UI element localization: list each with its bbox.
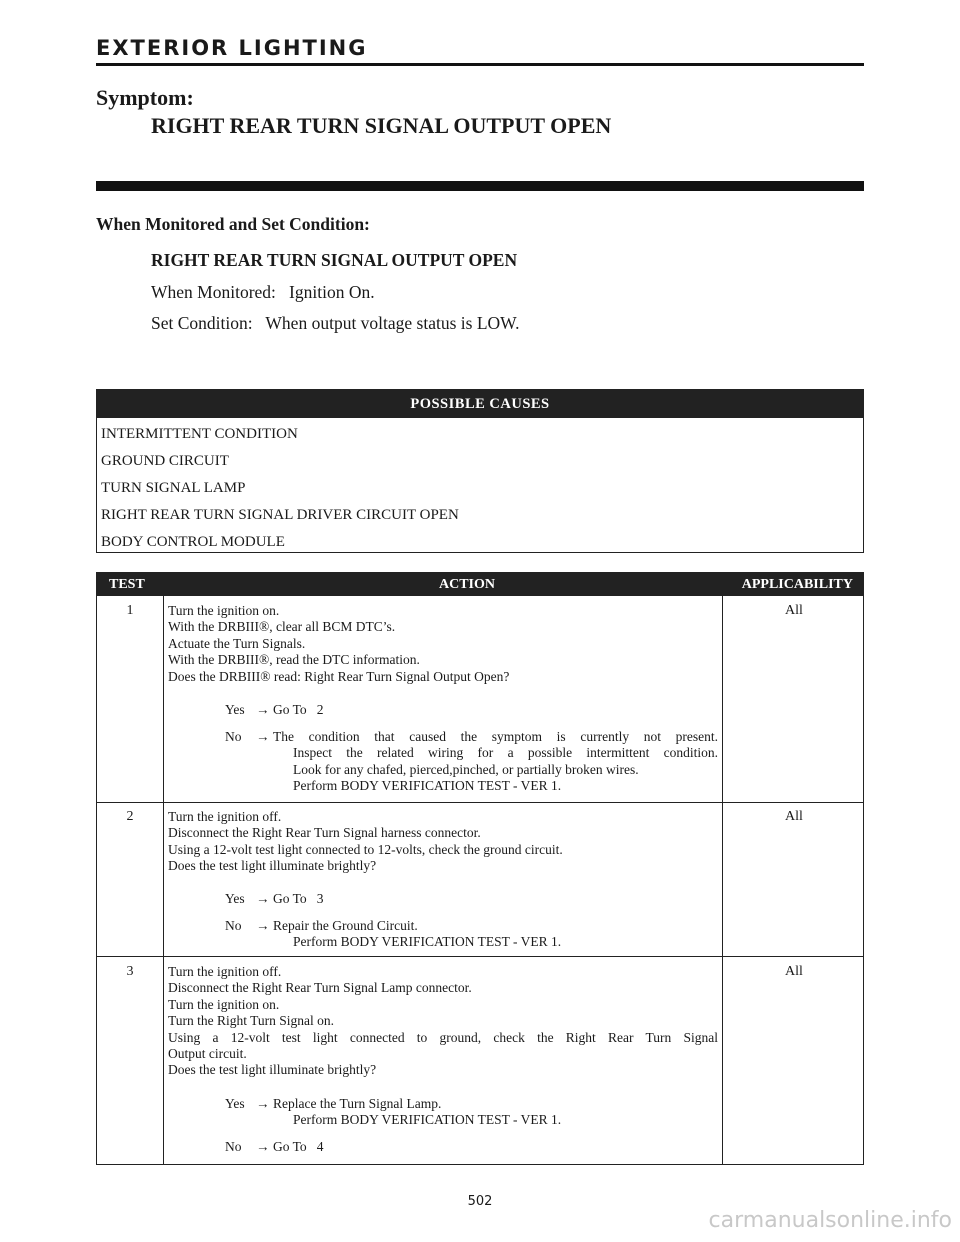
arrow-icon: → [256,702,270,717]
when-monitored: When Monitored: Ignition On. [151,282,375,302]
test-number: 2 [126,809,134,824]
action-line: Output circuit. [168,1046,247,1062]
monitor-dtc: RIGHT REAR TURN SIGNAL OUTPUT OPEN [151,250,518,270]
no-label: No [225,918,242,933]
result-line: Replace the Turn Signal Lamp. [273,1096,442,1111]
cause-item: GROUND CIRCUIT [101,453,229,469]
action-line: Turn the ignition off. [168,964,282,979]
row-divider [97,956,863,957]
yes-result: Go To 3 [273,891,324,906]
result-line: Perform BODY VERIFICATION TEST - VER 1. [293,1112,562,1128]
action-line: Disconnect the Right Rear Turn Signal Lamp connector. [168,980,472,996]
cause-item: INTERMITTENT CONDITION [101,426,298,442]
test-action [168,809,718,875]
result-line: Perform BODY VERIFICATION TEST - VER 1. [293,778,562,794]
no-label: No [225,1139,242,1154]
action-line: Using a 12-volt test light connected to 12-volts, check the ground circuit. [168,841,563,857]
column-divider [722,596,723,1164]
cause-item: TURN SIGNAL LAMP [101,480,246,496]
possible-causes-heading: POSSIBLE CAUSES [97,390,863,418]
action-line: Disconnect the Right Rear Turn Signal harness connector. [168,825,481,841]
header-applicability: APPLICABILITY [741,577,853,592]
action-line: Turn the Right Turn Signal on. [168,1013,335,1029]
test-table-header [97,573,863,596]
result-line: Repair the Ground Circuit. [273,918,418,933]
possible-causes-table [96,389,864,553]
test-applicability: All [785,809,803,824]
arrow-icon: → [256,729,270,744]
action-line: Does the test light illuminate brightly? [168,1062,377,1078]
yes-result [273,1096,718,1129]
no-result [273,729,718,795]
test-applicability: All [785,964,803,979]
title-divider [96,63,864,66]
action-line: Using a 12-volt test light connected to ground, check the Right Rear Turn Signal [168,1029,718,1045]
yes-result: Go To 2 [273,702,324,717]
set-condition: Set Condition: When output voltage status is LOW. [151,313,520,333]
result-line: Inspect the related wiring for a possible intermittent condition. [293,745,718,761]
symptom-name: RIGHT REAR TURN SIGNAL OUTPUT OPEN [151,113,612,138]
page-number: 502 [467,1194,493,1209]
cause-item: RIGHT REAR TURN SIGNAL DRIVER CIRCUIT OPEN [101,507,459,523]
no-result [273,918,718,951]
test-number: 3 [126,964,134,979]
test-number: 1 [126,603,134,618]
no-result: Go To 4 [273,1139,324,1154]
watermark: carmanualsonline.info [708,1208,952,1233]
action-line: Turn the ignition on. [168,603,280,618]
cause-item: BODY CONTROL MODULE [101,534,285,550]
arrow-icon: → [256,918,270,933]
yes-label: Yes [225,891,245,906]
section-title: EXTERIOR LIGHTING [96,36,368,60]
symptom-label: Symptom: [96,85,194,110]
result-line: Perform BODY VERIFICATION TEST - VER 1. [293,934,562,950]
yes-label: Yes [225,1096,245,1111]
action-line: Actuate the Turn Signals. [168,635,306,651]
action-line: Does the test light illuminate brightly? [168,858,377,874]
action-line: Does the DRBIII® read: Right Rear Turn Signal Output Open? [168,668,510,684]
monitor-heading: When Monitored and Set Condition: [96,214,370,234]
test-action [168,964,718,1079]
test-table [96,572,864,1165]
arrow-icon: → [256,891,270,906]
action-line: Turn the ignition off. [168,809,282,824]
test-applicability: All [785,603,803,618]
header-action: ACTION [439,577,496,592]
arrow-icon: → [256,1096,270,1111]
result-line: The condition that caused the symptom is currently not present. [273,729,718,744]
header-test: TEST [109,577,145,592]
symptom-divider [96,181,864,191]
arrow-icon: → [256,1139,270,1154]
row-divider [97,802,863,803]
action-line: With the DRBIII®, clear all BCM DTC’s. [168,619,396,635]
action-line: Turn the ignition on. [168,996,280,1012]
column-divider [163,596,164,1164]
no-label: No [225,729,242,744]
test-action [168,603,718,685]
yes-label: Yes [225,702,245,717]
action-line: With the DRBIII®, read the DTC information. [168,652,420,668]
result-line: Look for any chafed, pierced,pinched, or partially broken wires. [293,761,639,777]
